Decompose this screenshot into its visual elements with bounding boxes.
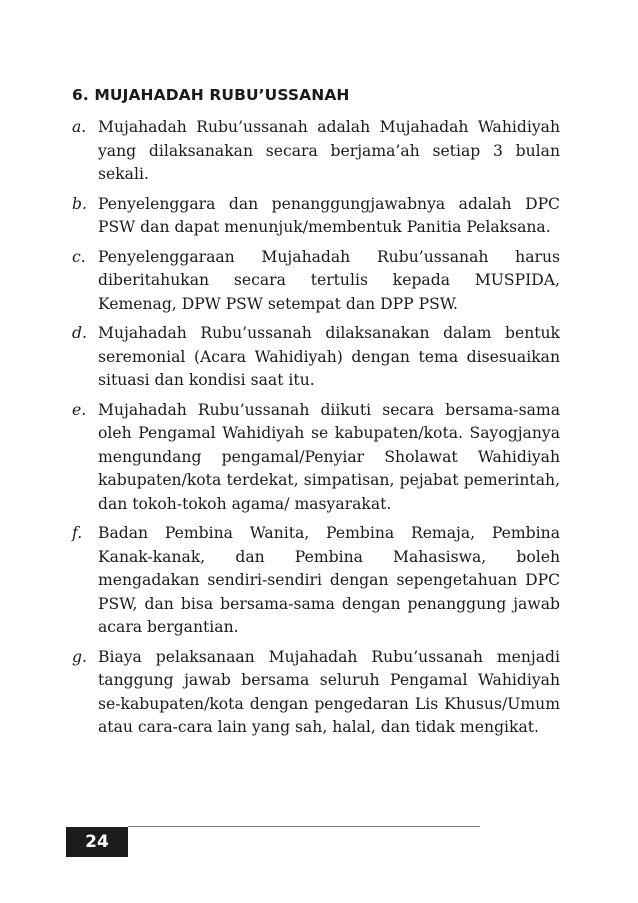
list-item-text: Mujahadah Rubu’ussanah dilaksanakan dalam bentuk seremonial (Acara Wahidiyah) dengan tema disesuaikan situasi dan kondisi saat itu. [98,324,560,389]
list-marker: c. [72,247,86,266]
section-heading: 6. MUJAHADAH RUBU’USSANAH [72,86,350,104]
list-marker: b. [72,194,87,213]
list-item-text: Penyelenggaraan Mujahadah Rubu’ussanah harus diberitahukan secara tertulis kepada MUSPIDA, Kemenag, DPW PSW setempat dan DPP PSW. [98,247,560,313]
list-item [72,522,560,640]
list-item [72,116,560,187]
list-marker: f. [72,524,83,542]
footer-rule [128,826,480,827]
list-item-text: Biaya pelaksanaan Mujahadah Rubu’ussanah menjadi tanggung jawab bersama seluruh Pengamal Wahidiyah se-kabupaten/kota dengan pengedaran Lis Khusus/Umum atau cara-cara lain yang sah, halal, dan tidak mengikat. [98,647,560,736]
list-item [72,193,560,240]
list-item-text: Mujahadah Rubu’ussanah adalah Mujahadah Wahidiyah yang dilaksanakan secara berjama’ah setiap 3 bulan sekali. [98,118,560,183]
list-item-text: Mujahadah Rubu’ussanah diikuti secara bersama-sama oleh Pengamal Wahidiyah se kabupaten/kota. Sayogjanya mengundang pengamal/Penyiar Sholawat Wahidiyah kabupaten/kota terdekat, simpatisan, pejabat pemerintah, dan tokoh-tokoh agama/ masyarakat. [98,400,560,513]
list-item [72,399,560,517]
list-marker: e. [72,400,87,419]
list-item-text: Badan Pembina Wanita, Pembina Remaja, Pembina Kanak-kanak, dan Pembina Mahasiswa, boleh mengadakan sendiri-sendiri dengan sepengetahuan DPC PSW, dan bisa bersama-sama dengan penanggung jawab acara bergantian. [98,524,560,636]
list-marker: g. [72,647,87,666]
list-marker: d. [72,324,87,342]
list-item [72,322,560,393]
list-item [72,246,560,317]
list-item [72,646,560,740]
list-item-text: Penyelenggara dan penanggungjawabnya adalah DPC PSW dan dapat menunjuk/membentuk Panitia Pelaksana. [98,194,560,236]
page-number: 24 [66,827,128,857]
list-marker: a. [72,118,87,136]
regulation-list [72,116,560,746]
